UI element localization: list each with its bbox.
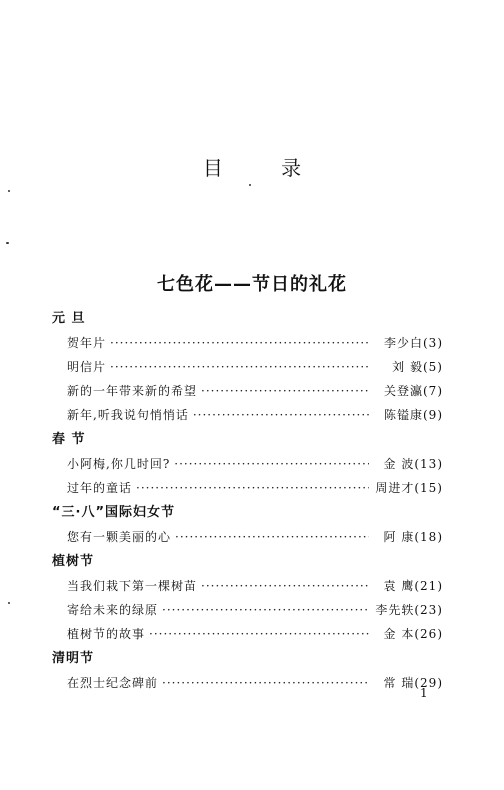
dot-leader [175, 525, 369, 549]
dot-leader [201, 574, 369, 598]
scan-speck [249, 184, 251, 186]
entry-author-page: 陈镒康(9) [384, 408, 443, 422]
toc-entry [52, 403, 443, 427]
toc-entry [52, 525, 443, 549]
entry-title: 过年的童话 [67, 481, 133, 495]
entry-author-page: 刘 毅(5) [392, 360, 443, 374]
toc-group [52, 427, 443, 500]
entry-author-page: 李少白(3) [384, 336, 443, 350]
entry-title: 贺年片 [67, 336, 107, 350]
toc-group [52, 306, 443, 427]
group-heading: 植树节 [52, 554, 95, 569]
page-title: 目 录 [202, 156, 328, 180]
toc-entry [52, 379, 443, 403]
entry-author-page: 周进才(15) [375, 481, 443, 495]
entry-author-page: 袁 鹰(21) [383, 579, 443, 593]
entry-title: 植树节的故事 [67, 627, 146, 641]
toc-group [52, 646, 443, 695]
group-heading: 春 节 [52, 432, 86, 447]
dot-leader [149, 622, 369, 646]
dot-leader [162, 671, 369, 695]
toc-entry [52, 671, 443, 695]
dot-leader [174, 452, 369, 476]
dot-leader [110, 331, 369, 355]
entry-author-page: 关登瀛(7) [384, 384, 443, 398]
dot-leader [193, 403, 369, 427]
entry-author-page: 李先轶(23) [375, 603, 443, 617]
scan-speck [8, 190, 10, 192]
toc-entry [52, 355, 443, 379]
entry-author-page: 常 瑞(29) [383, 676, 443, 690]
toc-entry [52, 476, 443, 500]
toc-entry [52, 598, 443, 622]
entry-author-page: 金 波(13) [383, 457, 443, 471]
group-heading: 清明节 [52, 651, 95, 666]
entry-title: 您有一颗美丽的心 [67, 530, 172, 544]
entry-title: 在烈士纪念碑前 [67, 676, 159, 690]
toc-entry [52, 452, 443, 476]
entry-title: 当我们栽下第一棵树苗 [67, 579, 198, 593]
entry-author-page: 阿 康(18) [383, 530, 443, 544]
group-heading: 元 旦 [52, 311, 86, 326]
dot-leader [162, 598, 369, 622]
scan-speck [8, 602, 10, 604]
toc-entry [52, 622, 443, 646]
dot-leader [110, 355, 369, 379]
toc-entry [52, 574, 443, 598]
dot-leader [136, 476, 369, 500]
entry-title: 寄给未来的绿原 [67, 603, 159, 617]
group-heading: “三·八”国际妇女节 [52, 505, 176, 520]
entry-title: 明信片 [67, 360, 107, 374]
entry-author-page: 金 本(26) [383, 627, 443, 641]
section-title: 七色花——节日的礼花 [157, 274, 347, 295]
toc-entry [52, 331, 443, 355]
scan-speck [6, 242, 9, 244]
table-of-contents [52, 306, 443, 695]
entry-title: 新的一年带来新的希望 [67, 384, 198, 398]
toc-group [52, 549, 443, 646]
entry-title: 新年,听我说句悄悄话 [67, 408, 189, 422]
toc-group [52, 500, 443, 549]
entry-title: 小阿梅,你几时回? [67, 457, 171, 471]
dot-leader [201, 379, 369, 403]
page-number: 1 [420, 686, 428, 700]
